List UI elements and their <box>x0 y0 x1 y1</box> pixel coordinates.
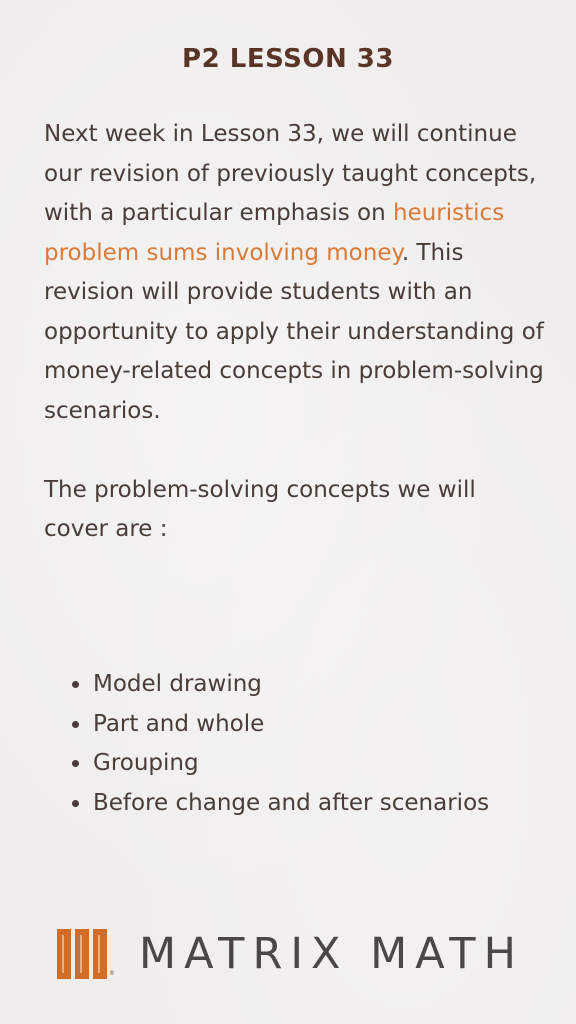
brand-name: MATRIX MATH <box>139 929 524 979</box>
bullet-icon <box>72 760 79 767</box>
highlighted-topic: heuristics problem sums involving money <box>44 200 505 266</box>
logo-bar <box>75 929 89 979</box>
list-item-label: Model drawing <box>93 671 262 697</box>
list-item <box>72 705 532 745</box>
logo-bar <box>57 929 71 979</box>
brand-logo <box>57 929 524 979</box>
bullet-icon <box>72 800 79 807</box>
list-item <box>72 784 532 824</box>
list-item <box>72 744 532 784</box>
logo-bar <box>93 929 107 979</box>
concepts-list <box>72 665 532 823</box>
intro-paragraph <box>44 115 544 431</box>
list-item <box>72 665 532 705</box>
concepts-lead-paragraph: The problem-solving concepts we will cover are : <box>44 476 476 542</box>
bullet-icon <box>72 681 79 688</box>
registered-mark: ® <box>109 970 115 977</box>
matrix-bars-icon <box>57 929 107 979</box>
bullet-icon <box>72 721 79 728</box>
intro-text-start: Next week in Lesson 33, we will continue our revision of previously taught concepts, with a particular emphasis on <box>44 121 537 226</box>
list-item-label: Part and whole <box>93 710 265 737</box>
list-item-label: Grouping <box>93 750 199 776</box>
list-item-label: Before change and after scenarios <box>93 789 490 816</box>
page-title: P2 LESSON 33 <box>182 44 394 74</box>
intro-text-end: . This revision will provide students with an opportunity to apply their understanding of money-related concepts in problem-solving scenarios. <box>44 239 544 424</box>
lesson-description <box>44 115 544 550</box>
